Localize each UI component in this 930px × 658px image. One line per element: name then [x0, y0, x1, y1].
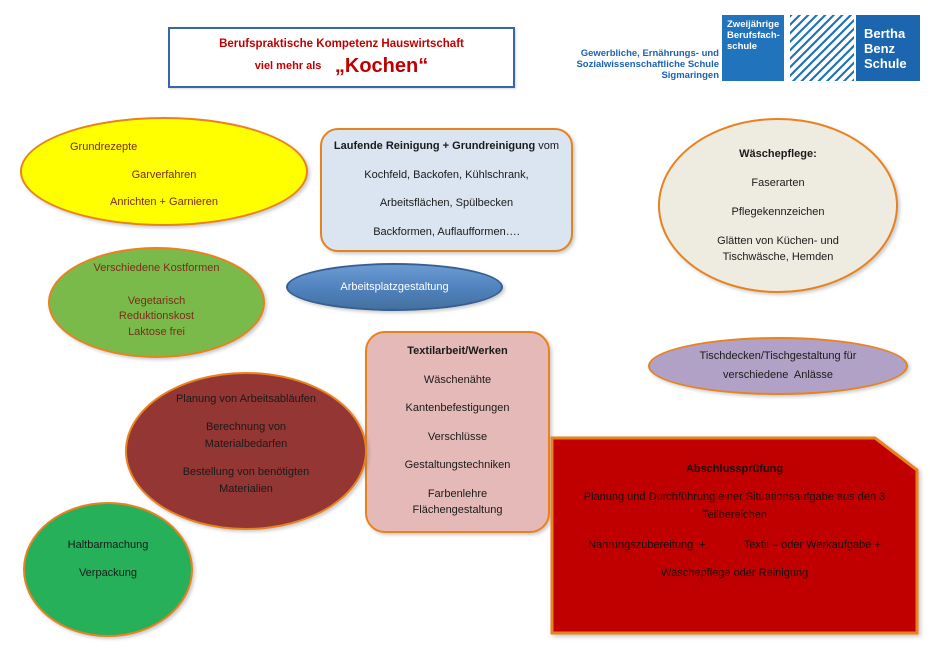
bubble-line: Pflegekennzeichen: [731, 206, 825, 218]
school-name-line: Sozialwissenschaftliche Schule: [576, 59, 719, 70]
school-name-text: [555, 48, 719, 81]
bubble-heading: [322, 139, 571, 153]
bubble-line: Wäschenähte: [423, 373, 492, 386]
bubble-line: Materialien: [219, 483, 273, 495]
bubble-heading-rest: vom: [535, 140, 560, 152]
bubble-abschlusspruefung: [550, 436, 919, 635]
title-line-2: [170, 55, 513, 78]
badge-line: Zweijährige: [727, 19, 780, 30]
title-line-2-prefix: viel mehr als: [254, 60, 322, 72]
bubble-line: Gestaltungstechniken: [404, 459, 511, 471]
badge-line: Berufsfach-: [727, 30, 780, 41]
bubble-line: Anrichten + Garnieren: [110, 196, 218, 208]
bubble-heading-bold: Laufende Reinigung + Grundreinigung: [333, 140, 536, 152]
bubble-haltbarmachung: [23, 502, 193, 637]
bubble-line: Textil – oder Werkaufgabe +: [743, 539, 881, 551]
badge-line: schule: [727, 41, 758, 52]
bubble-line: Vegetarisch: [127, 294, 186, 307]
bubble-label: Arbeitsplatzgestaltung: [340, 281, 449, 293]
bubble-line: Arbeitsflächen, Spülbecken: [379, 197, 514, 209]
logo-hatch-pattern: [790, 15, 854, 81]
bubble-tischdecken: [648, 337, 908, 395]
bubble-line: Tischdecken/Tischgestaltung für: [699, 350, 857, 362]
badge-line: Schule: [864, 55, 907, 71]
title-line-1: Berufspraktische Kompetenz Hauswirtschaft: [219, 38, 464, 50]
bubble-line: Planung und Durchführung einer Situationsaufgabe aus den 3: [583, 491, 886, 503]
bubble-kostformen: [48, 247, 265, 358]
bubble-line: Verpackung: [78, 567, 138, 579]
bubble-grundrezepte: [20, 117, 308, 226]
bubble-line: Haltbarmachung: [67, 539, 149, 551]
school-type-badge: [722, 15, 784, 81]
bubble-line: Materialbedarfen: [204, 438, 288, 450]
bubble-line: Farbenlehre: [427, 487, 488, 500]
bubble-arbeitsplatzgestaltung: [286, 263, 503, 311]
bubble-heading: Textilarbeit/Werken: [407, 345, 508, 357]
bubble-line: Kantenbefestigungen: [405, 402, 510, 414]
bubble-line: Verschlüsse: [427, 430, 488, 443]
bubble-line: Garverfahren: [131, 168, 197, 181]
title-line-2-emphasis: „Kochen“: [334, 55, 429, 77]
bubble-line: Glätten von Küchen- und: [717, 235, 839, 247]
bubble-line: Faserarten: [751, 177, 805, 189]
bubble-waeschepflege: [658, 118, 898, 293]
bubble-line: Nahrungszubereitung +: [588, 539, 706, 551]
title-box: [168, 27, 515, 88]
bubble-heading: Wäschepflege:: [739, 148, 817, 160]
school-city: Sigmaringen: [661, 70, 719, 81]
bubble-reinigung: [320, 128, 573, 252]
bubble-planung: [125, 372, 367, 530]
badge-line: Benz: [864, 40, 896, 56]
bubble-line: Laktose frei: [128, 325, 185, 338]
bubble-heading: Abschlussprüfung: [685, 463, 784, 475]
bubble-textilarbeit: [365, 331, 550, 533]
bubble-line: Grundrezepte: [70, 141, 138, 153]
bubble-line: Planung von Arbeitsabläufen: [175, 393, 317, 405]
bubble-line: Flächengestaltung: [412, 503, 503, 516]
bubble-line: Berechnung von: [205, 421, 287, 433]
bubble-line: Kochfeld, Backofen, Kühlschrank,: [364, 168, 529, 181]
bubble-line: Wäschepflege oder Reinigung: [660, 567, 809, 579]
bubble-line: verschiedene Anlässe: [722, 369, 834, 381]
bubble-line: Bestellung von benötigten: [182, 466, 310, 478]
bubble-heading: Verschiedene Kostformen: [93, 262, 220, 274]
bubble-line: Reduktionskost: [118, 310, 195, 322]
bubble-line: Backformen, Auflaufformen….: [373, 225, 520, 238]
bubble-line: Teilbereichen: [702, 509, 767, 521]
bubble-line: Tischwäsche, Hemden: [722, 251, 834, 263]
school-name-line: Gewerbliche, Ernährungs- und: [580, 48, 719, 59]
school-logo-badge: [856, 15, 920, 81]
badge-line: Bertha: [864, 25, 906, 41]
